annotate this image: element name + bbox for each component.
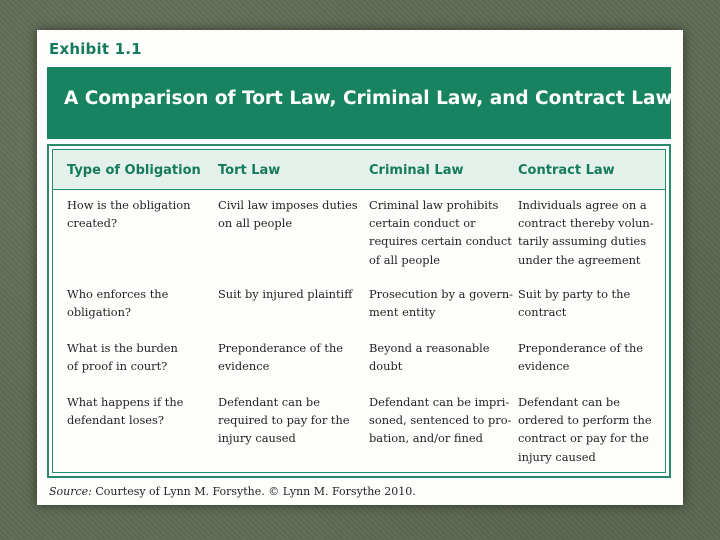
row-3-contract: Preponderance of the evidence xyxy=(518,341,644,374)
header-criminal-law: Criminal Law xyxy=(369,163,464,178)
row-1-contract: Individuals agree on a contract thereby volun- tarily assuming duties under the agreement xyxy=(518,198,654,267)
row-4-criminal: Defendant can be impri- soned, sentenced to pro- bation, and/or fined xyxy=(369,395,512,446)
exhibit-page xyxy=(37,30,683,505)
source-text: Courtesy of Lynn M. Forsythe. © Lynn M. Forsythe 2010. xyxy=(91,485,416,498)
row-2-question: Who enforces the obligation? xyxy=(67,287,169,320)
header-contract-law: Contract Law xyxy=(518,163,615,178)
row-1-question: How is the obligation created? xyxy=(67,198,191,231)
exhibit-title: A Comparison of Tort Law, Criminal Law, and Contract Law xyxy=(64,88,673,109)
row-4-contract: Defendant can be ordered to perform the contract or pay for the injury caused xyxy=(518,395,652,464)
row-2-criminal: Prosecution by a govern- ment entity xyxy=(369,287,514,320)
header-type-of-obligation: Type of Obligation xyxy=(67,163,201,178)
source-note xyxy=(49,485,416,498)
source-label: Source: xyxy=(49,485,92,498)
row-4-question: What happens if the defendant loses? xyxy=(67,395,184,428)
comparison-table xyxy=(47,144,671,478)
row-1-tort: Civil law imposes duties on all people xyxy=(218,198,358,231)
row-4-tort: Defendant can be required to pay for the injury caused xyxy=(218,395,350,446)
row-3-tort: Preponderance of the evidence xyxy=(218,341,344,374)
table-inner-frame xyxy=(52,149,666,473)
row-2-contract: Suit by party to the contract xyxy=(518,287,631,320)
row-3-criminal: Beyond a reasonable doubt xyxy=(369,341,490,374)
exhibit-label: Exhibit 1.1 xyxy=(49,40,142,58)
title-bar xyxy=(47,67,671,139)
header-tort-law: Tort Law xyxy=(218,163,281,178)
row-1-criminal: Criminal law prohibits certain conduct or requires certain conduct of all people xyxy=(369,198,512,267)
table-header-row xyxy=(53,150,665,190)
row-2-tort: Suit by injured plaintiff xyxy=(218,287,353,301)
row-3-question: What is the burden of proof in court? xyxy=(67,341,178,374)
